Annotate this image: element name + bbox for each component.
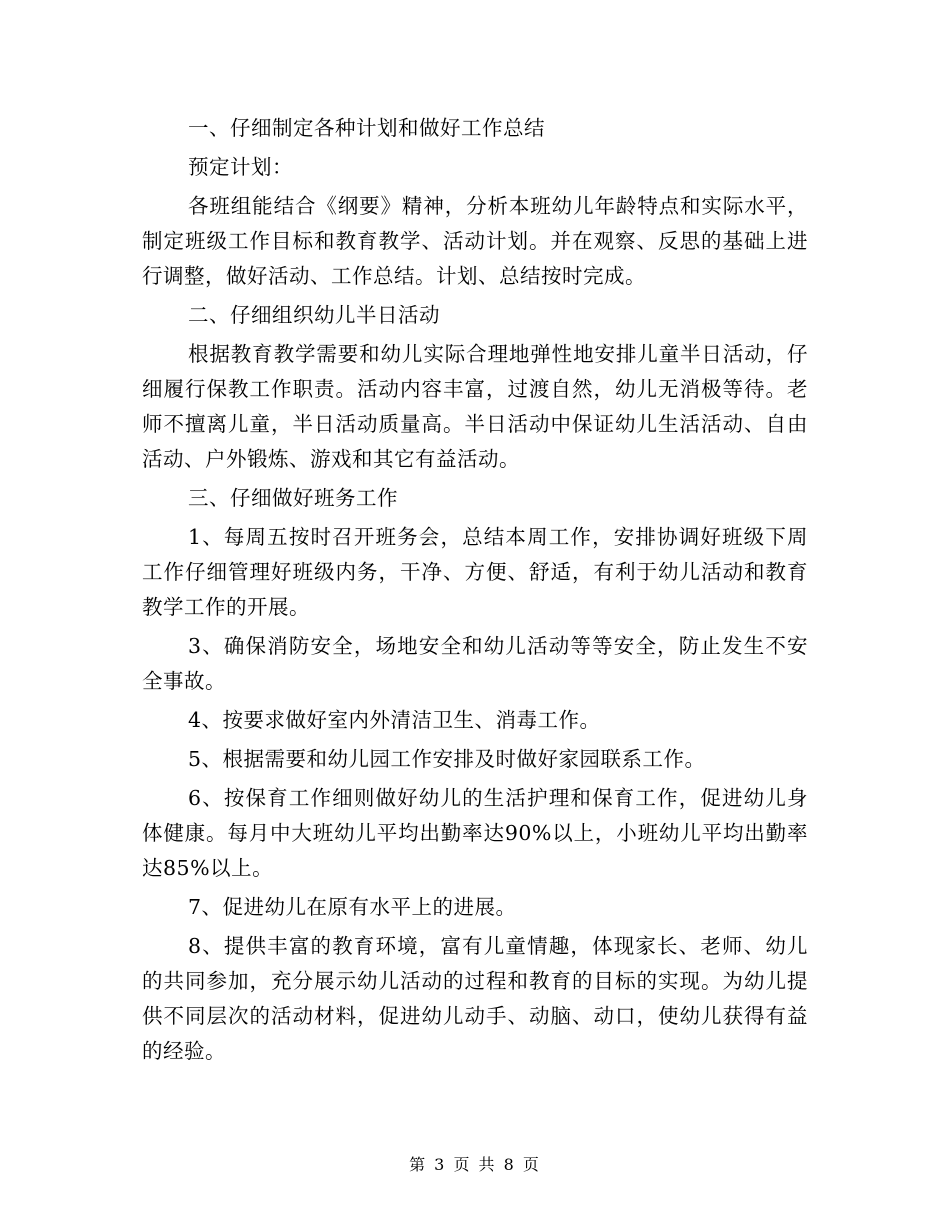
section-heading-half-day: 二、仔细组织幼儿半日活动 <box>188 303 440 327</box>
page-number-footer: 第 3 页 共 8 页 <box>409 1155 541 1174</box>
section-heading-class-affairs: 三、仔细做好班务工作 <box>188 486 398 510</box>
list-item-5: 5、根据需要和幼儿园工作安排及时做好家园联系工作。 <box>188 747 706 771</box>
list-item-4: 4、按要求做好室内外清洁卫生、消毒工作。 <box>188 708 601 732</box>
section-heading-plans: 一、仔细制定各种计划和做好工作总结 <box>188 116 545 140</box>
list-item-1: 1、每周五按时召开班务会，总结本周工作，安排协调好班级下周工作仔细管理好班级内务，干净、方便、舒适，有利于幼儿活动和教育教学工作的开展。 <box>142 525 808 619</box>
list-item-8: 8、提供丰富的教育环境，富有儿童情趣，体现家长、老师、幼儿的共同参加，充分展示幼儿活动的过程和教育的目标的实现。为幼儿提供不同层次的活动材料，促进幼儿动手、动脑、动口，使幼儿获得有益的经验。 <box>142 934 808 1063</box>
paragraph-half-day-detail: 根据教育教学需要和幼儿实际合理地弹性地安排儿童半日活动，仔细履行保教工作职责。活动内容丰富，过渡自然，幼儿无消极等待。老师不擅离儿童，半日活动质量高。半日活动中保证幼儿生活活动、自由活动、户外锻炼、游戏和其它有益活动。 <box>142 342 808 471</box>
list-item-7: 7、促进幼儿在原有水平上的进展。 <box>188 895 517 919</box>
list-item-3: 3、确保消防安全，场地安全和幼儿活动等等安全，防止发生不安全事故。 <box>142 634 808 693</box>
paragraph-plans-detail: 各班组能结合《纲要》精神，分析本班幼儿年龄特点和实际水平，制定班级工作目标和教育教学、活动计划。并在观察、反思的基础上进行调整，做好活动、工作总结。计划、总结按时完成。 <box>142 194 808 288</box>
list-item-6: 6、按保育工作细则做好幼儿的生活护理和保育工作，促进幼儿身体健康。每月中大班幼儿平均出勤率达90%以上，小班幼儿平均出勤率达85%以上。 <box>142 786 808 880</box>
document-body <box>142 111 808 1069</box>
subheading-planned: 预定计划： <box>188 155 293 179</box>
